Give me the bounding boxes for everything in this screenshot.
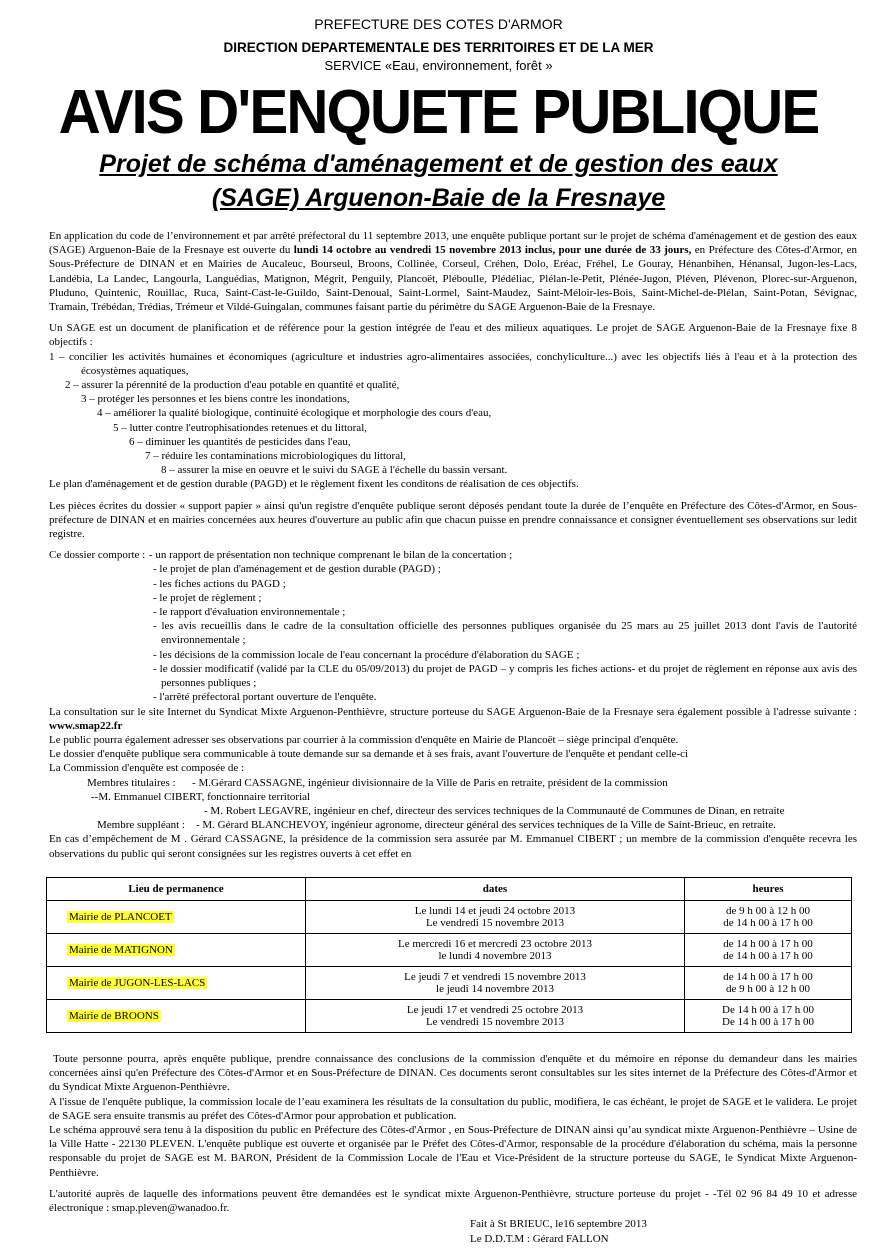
- table-header-row: [47, 878, 852, 901]
- dates-line: Le jeudi 7 et vendredi 15 novembre 2013: [404, 971, 586, 983]
- dates-cell: [306, 1000, 685, 1033]
- service-line: SERVICE «Eau, environnement, forêt »: [324, 58, 553, 73]
- lieu-plancoet: Mairie de PLANCOET: [69, 911, 172, 923]
- dates-line: Le vendredi 15 novembre 2013: [425, 917, 565, 929]
- heures-line: De 14 h 00 à 17 h 00: [722, 1016, 814, 1028]
- table-row: [47, 1000, 852, 1033]
- col-dates: dates: [306, 878, 685, 901]
- dossier-item-7: - les décisions de la commission locale de l'eau concernant la procédure d'élaboration du SAGE ;: [153, 648, 580, 661]
- closing-paragraph-3: Le schéma approuvé sera tenu à la disposition du public en Préfecture des Côtes-d'Armor , en Sous-Préfecture de DINAN ainsi qu’au syndicat mixte Arguenon-Penthièvre – Usine de la Ville Hatte - 22130 PLEVEN. L'enquête publique est ouverte et organisée par le Préfet des Côtes-d'Armor, responsable de la procédure d'élaboration du schéma, mais la personne responsable du projet de SAGE est M. BARON, Président de la Commission Locale de l'Eau et Vice-Président de la structure porteuse du SAGE, le Syndicat Mixte Arguenon-Penthièvre.: [49, 1124, 857, 1179]
- objective-5: 5 – lutter contre l'eutrophisationdes retenues et du littoral,: [113, 421, 367, 434]
- notice-subtitle-1: Projet de schéma d'aménagement et de gestion des eaux: [99, 150, 778, 178]
- titulaires-label: Membres titulaires :: [87, 776, 176, 789]
- dossier-item-3: - les fiches actions du PAGD ;: [153, 577, 286, 590]
- heures-line: De 14 h 00 à 17 h 00: [722, 1004, 814, 1016]
- lieu-jugon: Mairie de JUGON-LES-LACS: [69, 977, 206, 989]
- consult-text: La consultation sur le site Internet du Syndicat Mixte Arguenon-Penthièvre, structure porteuse du SAGE Arguenon-Baie de la Fresnaye sera également possible à l'adresse suivante :: [49, 705, 857, 718]
- notice-body-top: [49, 229, 857, 861]
- dossier-lead: Ce dossier comporte :: [49, 549, 146, 562]
- table-row: [47, 967, 852, 1000]
- col-lieu: Lieu de permanence: [47, 878, 306, 901]
- heures-line: de 9 h 00 à 12 h 00: [725, 983, 810, 995]
- sage-intro: Un SAGE est un document de planification et de référence pour la gestion intégrée de l'eau et des milieux aquatiques. Le projet de SAGE Arguenon-Baie de la Fresnaye fixe 8 objectifs :: [49, 322, 857, 349]
- closing-paragraph-2: A l'issue de l'enquête publique, la commission locale de l’eau examinera les résultats de la consultation du public, modifiera, le cas échéant, le projet de SAGE et le validera. Le projet de SAGE sera ensuite transmis au préfet des Côtes-d'Armor pour approbation et publication.: [49, 1095, 857, 1122]
- pieces-paragraph: Les pièces écrites du dossier « support papier » ainsi qu'un registre d'enquête publique seront déposés pendant toute la durée de l’enquête en Préfecture des Côtes-d'Armor, en Sous-préfecture de DINAN et en mairies concernées aux heures d'ouverture au public afin que chacun puisse en prendre connaissance et consigner éventuellement ses observations sur ledit registre.: [49, 499, 857, 541]
- dossier-item-8: - le dossier modificatif (validé par la CLE du 05/09/2013) du projet de PAGD – y compris les fiches actions- et du projet de règlement en réponse aux avis des personnes publiques ;: [153, 662, 857, 690]
- member-legavre: - M. Robert LEGAVRE, ingénieur en chef, directeur des services techniques de la Communauté de Communes de Dinan, en retraite: [204, 804, 785, 817]
- table-row: [47, 934, 852, 967]
- dossier-item-4: - le projet de règlement ;: [153, 591, 262, 604]
- lieu-broons: Mairie de BROONS: [69, 1010, 159, 1022]
- dossier-list: [49, 548, 857, 704]
- intro-paragraph: [49, 229, 857, 314]
- member-blanchevoy: - M. Gérard BLANCHEVOY, ingénieur agronome, directeur général des services techniques de la Ville de Saint-Brieuc, en retraite.: [195, 819, 776, 832]
- suppleant-label: Membre suppléant :: [97, 819, 185, 832]
- commission-suppleant: [97, 818, 857, 832]
- dates-line: Le vendredi 15 novembre 2013: [425, 1016, 565, 1028]
- courrier-paragraph: Le public pourra également adresser ses observations par courrier à la commission d'enquête en Mairie de Plancoët – siège principal d'enquête.: [49, 733, 679, 746]
- notice-body-bottom: [49, 1052, 857, 1215]
- direction-line: DIRECTION DEPARTEMENTALE DES TERRITOIRES ET DE LA MER: [223, 40, 654, 55]
- intro-dates: lundi 14 octobre au vendredi 15 novembre 2013 inclus, pour une durée de 33 jours,: [293, 244, 692, 257]
- table-row: [47, 901, 852, 934]
- heures-line: de 14 h 00 à 17 h 00: [723, 938, 813, 950]
- heures-cell: [685, 967, 852, 1000]
- dossier-item-2: - le projet de plan d'aménagement et de gestion durable (PAGD) ;: [153, 563, 441, 576]
- heures-cell: [685, 901, 852, 934]
- signature-place-date: Fait à St BRIEUC, le16 septembre 2013: [470, 1218, 647, 1230]
- objective-7: 7 – réduire les contaminations microbiologiques du littoral,: [145, 450, 406, 463]
- objective-2: 2 – assurer la pérennité de la production d'eau potable en quantité et qualité,: [65, 379, 400, 392]
- dates-line: le jeudi 14 novembre 2013: [436, 983, 554, 995]
- commission-lead: La Commission d'enquête est composée de :: [49, 762, 245, 775]
- intro-text: En application du code de l’environnement et par arrêté préfectoral du 11 septembre 2013, une enquête publique portant sur le projet de schéma d'aménagement et de gestion des eaux (SAGE) Arguenon-Baie de la Fresnaye est ouverte du: [49, 230, 857, 257]
- heures-line: de 9 h 00 à 12 h 00: [725, 905, 810, 917]
- dates-line: Le lundi 14 et jeudi 24 octobre 2013: [414, 905, 576, 917]
- objective-6: 6 – diminuer les quantités de pesticides dans l'eau,: [129, 435, 351, 448]
- objective-8: 8 – assurer la mise en oeuvre et le suivi du SAGE à l'échelle du bassin versant.: [161, 464, 508, 477]
- dossier-item-1: - un rapport de présentation non technique comprenant le bilan de la concertation ;: [149, 549, 513, 562]
- consult-paragraph: [49, 705, 857, 733]
- dates-line: Le mercredi 16 et mercredi 23 octobre 2013: [398, 938, 592, 950]
- commission-titulaires: [87, 776, 857, 790]
- notice-title: AVIS D'ENQUETE PUBLIQUE: [58, 78, 819, 147]
- heures-line: de 14 h 00 à 17 h 00: [723, 971, 813, 983]
- dates-line: Le jeudi 17 et vendredi 25 octobre 2013: [406, 1004, 584, 1016]
- heures-cell: [685, 1000, 852, 1033]
- lieu-cell: [47, 901, 306, 934]
- lieu-cell: [47, 1000, 306, 1033]
- lieu-cell: [47, 934, 306, 967]
- prefecture-line: PREFECTURE DES COTES D'ARMOR: [314, 16, 563, 32]
- heures-line: de 14 h 00 à 17 h 00: [723, 950, 813, 962]
- col-heures: heures: [685, 878, 852, 901]
- signature-name: Le D.D.T.M : Gérard FALLON: [470, 1233, 609, 1245]
- lieu-cell: [47, 967, 306, 1000]
- dossier-item-6: - les avis recueillis dans le cadre de la consultation officielle des personnes publiques organisée du 25 mars au 25 juillet 2013 dont l'avis de l'autorité environnementale ;: [153, 620, 857, 647]
- dossier-comm-paragraph: Le dossier d'enquête publique sera communicable à toute demande sur sa demande et à ses frais, avant l'ouverture de l'enquête et pendant celle-ci: [49, 748, 689, 761]
- objective-3: 3 – protéger les personnes et les biens contre les inondations,: [81, 393, 350, 406]
- lieu-matignon: Mairie de MATIGNON: [69, 944, 173, 956]
- empechement-paragraph: En cas d’empêchement de M . Gérard CASSAGNE, la présidence de la commission sera assurée par M. Emmanuel CIBERT ; un membre de la commission d'enquête recevra les observations du public qui seront consignées sur les registres ouverts à cet effet en: [49, 833, 857, 860]
- heures-line: de 14 h 00 à 17 h 00: [723, 917, 813, 929]
- intro-communes: en Préfecture des Côtes-d'Armor, en Sous-Préfecture de DINAN et en Mairies de Aucaleuc, Bourseul, Broons, Collinée, Corseul, Créhen, Dolo, Eréac, Fréhel, Le Gouray, Hénanbihen, Hénansal, Jugon-les-Lacs, Landébia, La Landec, Langourla, Languédias, Matignon, Mégrit, Penguily, Plancoët, Pléboulle, Plédéliac, Plélan-le-Petit, Plénée-Jugon, Pléven, Plévenon, Plorec-sur-Arguenon, Pluduno, Quintenic, Rouillac, Ruca, Saint-Cast-le-Guildo, Saint-Denoual, Saint-Lormel, Saint-Maudez, Saint-Méloir-les-Bois, Saint-Michel-de-Plélan, Saint-Potan, Sévignac, Tramain, Trébédan, Trédias, Trémeur et Vildé-Guingalan, communes faisant partie du périmètre du SAGE Arguenon-Baie de la Fresnaye.: [49, 244, 857, 314]
- dossier-item-5: - le rapport d'évaluation environnementale ;: [153, 606, 346, 619]
- dates-cell: [306, 901, 685, 934]
- member-cassagne: - M.Gérard CASSAGNE, ingénieur divisionnaire de la Ville de Paris en retraite, président de la commission: [192, 776, 668, 789]
- permanence-table: [46, 877, 852, 1033]
- pagd-paragraph: Le plan d'aménagement et de gestion durable (PAGD) et le règlement fixent les conditons de réalisation de ces objectifs.: [49, 478, 579, 491]
- closing-paragraph-1: Toute personne pourra, après enquête publique, prendre connaissance des conclusions de la commission d'enquête et du mémoire en réponse du demandeur dans les mairies concernées ainsi qu'en Préfecture des Côtes-d'Armor et en Sous-Préfecture de DINAN. Ces documents seront consultables sur les sites internet de la Préfecture des Côtes-d'Armor et du Syndicat Mixte Arguenon-Penthièvre.: [49, 1053, 857, 1094]
- heures-cell: [685, 934, 852, 967]
- dates-line: le lundi 4 novembre 2013: [438, 950, 552, 962]
- objective-4: 4 – améliorer la qualité biologique, continuité écologique et morphologie des cours d'eau,: [97, 407, 492, 420]
- objective-1: 1 – concilier les activités humaines et économiques (agriculture et industries agro-alimentaires associées, conchyliculture...) avec les objectifs liés à l'eau et à la protection des écosystèmes aquatiques,: [49, 350, 857, 377]
- member-cibert: --M. Emmanuel CIBERT, fonctionnaire territorial: [91, 790, 311, 803]
- consult-url-link[interactable]: www.smap22.fr: [49, 719, 123, 732]
- dates-cell: [306, 967, 685, 1000]
- dossier-item-9: - l'arrêté préfectoral portant ouverture de l'enquête.: [153, 691, 377, 704]
- dates-cell: [306, 934, 685, 967]
- notice-subtitle-2: (SAGE) Arguenon-Baie de la Fresnaye: [211, 184, 666, 212]
- autorite-paragraph: L'autorité auprès de laquelle des informations peuvent être demandées est le syndicat mixte Arguenon-Penthièvre, structure porteuse du projet - -Tél 02 96 84 49 10 et adresse électronique : smap.pleven@wanadoo.fr.: [49, 1187, 857, 1215]
